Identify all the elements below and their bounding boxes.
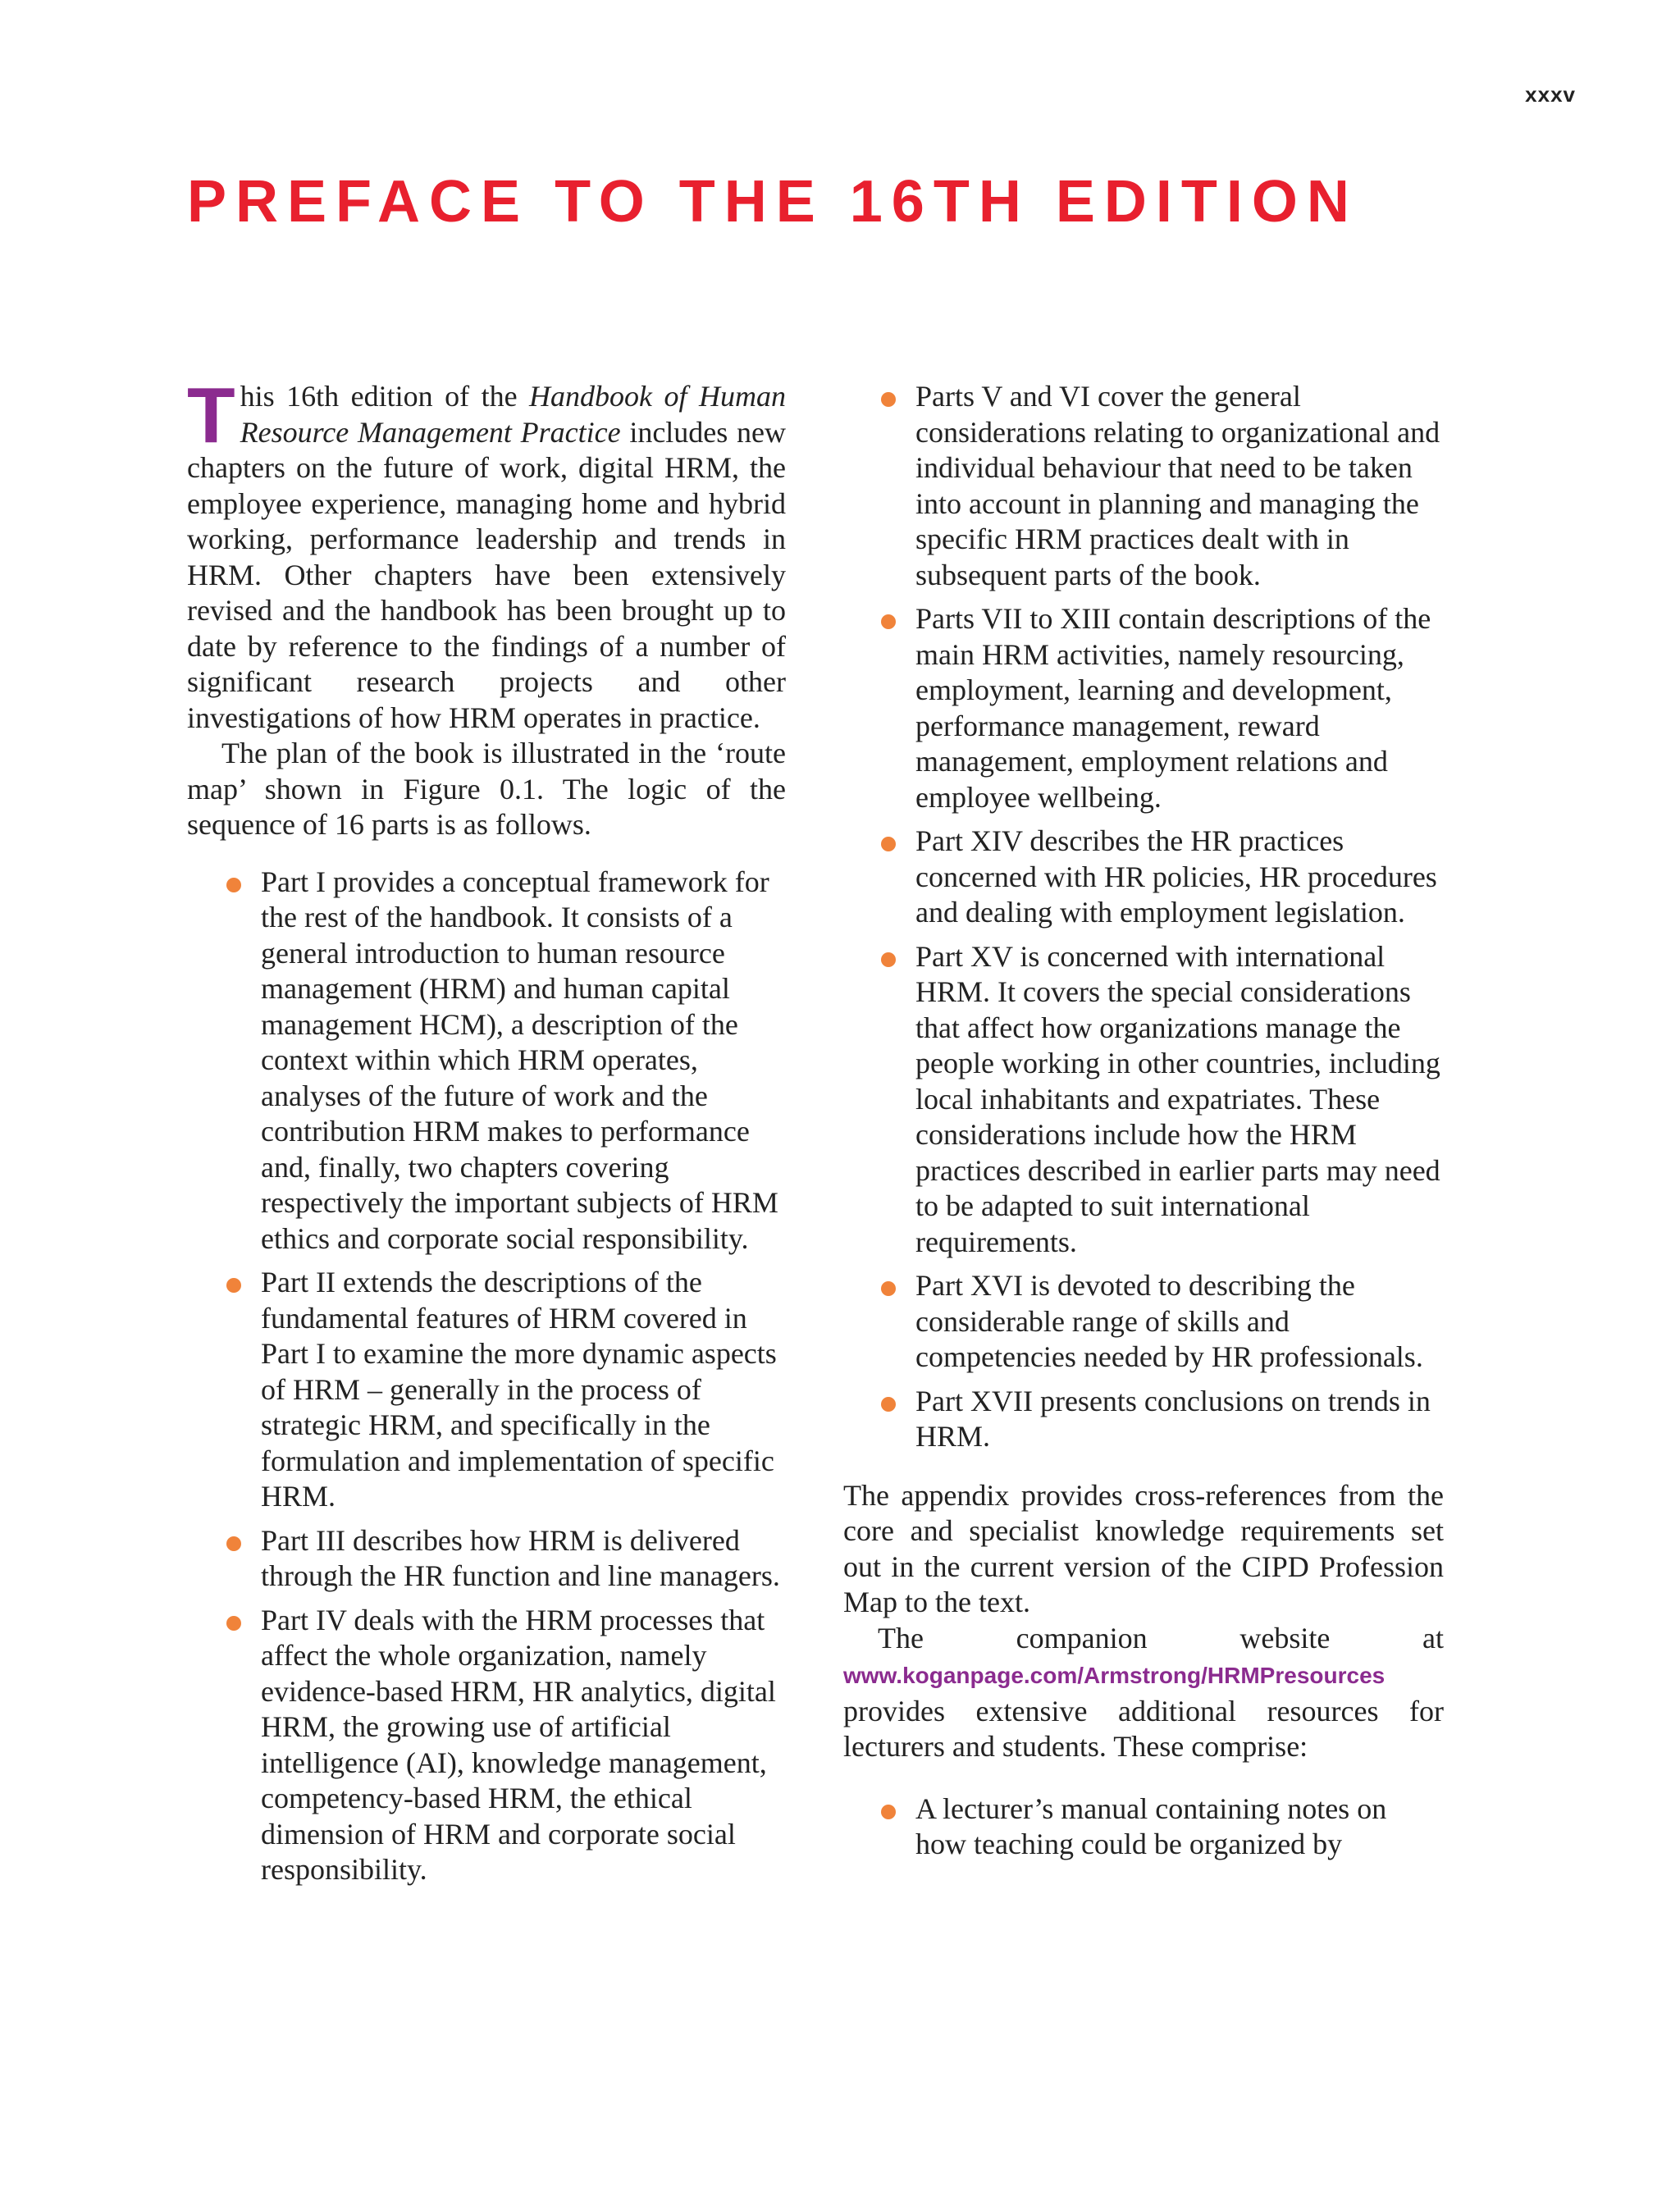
left-column	[187, 372, 786, 1896]
bullet-dot-icon	[881, 952, 896, 967]
drop-cap: T	[187, 372, 235, 459]
website-paragraph	[843, 1621, 1444, 1765]
page-title: PREFACE TO THE 16TH EDITION	[187, 169, 1358, 235]
bullet-dot-icon	[226, 1278, 241, 1293]
appendix-paragraph: The appendix provides cross-references from the core and specialist knowledge requirements set out in the current version of the CIPD Profession Map to the text.	[843, 1478, 1444, 1618]
right-column	[843, 379, 1444, 1871]
page-number: xxxv	[1525, 82, 1576, 107]
list-item-text: A lecturer’s manual containing notes on how teaching could be organized by	[915, 1791, 1387, 1860]
list-item	[843, 824, 1444, 931]
list-item	[843, 1384, 1444, 1455]
companion-website-link[interactable]: www.koganpage.com/Armstrong/HRMPresources	[843, 1663, 1386, 1688]
list-item-text: Parts VII to XIII contain descriptions of the main HRM activities, namely resourcing, employment, learning and development, performance management, reward management, employment relations and employee wellbeing.	[915, 602, 1431, 814]
bullet-dot-icon	[881, 614, 896, 629]
list-item-text: Part XVII presents conclusions on trends in HRM.	[915, 1384, 1431, 1453]
bullet-dot-icon	[226, 1616, 241, 1631]
parts-list-right	[843, 379, 1444, 1455]
bullet-dot-icon	[881, 1805, 896, 1819]
parts-list-left	[187, 865, 786, 1888]
list-item	[843, 601, 1444, 815]
list-item-text: Part II extends the descriptions of the fundamental features of HRM covered in Part I to examine the more dynamic aspects of HRM – generally in the process of strategic HRM, and specifically in the formulation and implementation of specific HRM.	[261, 1266, 777, 1513]
list-item-text: Part III describes how HRM is delivered through the HR function and line managers.	[261, 1523, 780, 1592]
bullet-dot-icon	[881, 837, 896, 851]
resources-list	[843, 1791, 1444, 1863]
list-item	[843, 939, 1444, 1261]
list-item	[843, 1791, 1444, 1863]
bullet-dot-icon	[881, 392, 896, 407]
list-item	[187, 1523, 786, 1595]
book-title-italic: Handbook of Human Resource Management Practice	[240, 380, 786, 449]
list-item-text: Part XIV describes the HR practices concerned with HR policies, HR procedures and dealing with employment legislation.	[915, 824, 1437, 929]
list-item	[843, 379, 1444, 593]
bullet-dot-icon	[226, 878, 241, 892]
intro-paragraph	[187, 372, 786, 736]
bullet-dot-icon	[881, 1397, 896, 1412]
intro-text-b: includes new chapters on the future of work, digital HRM, the employee experience, managing home and hybrid working, performance leadership and trends in HRM. Other chapters have been extensively revised and the handbook has been brought up to date by reference to the findings of a number of significant research projects and other investigations of how HRM operates in practice.	[187, 415, 786, 734]
website-text-a: The companion website at	[878, 1621, 1444, 1654]
list-item	[187, 1265, 786, 1515]
list-item-text: Part IV deals with the HRM processes that affect the whole organization, namely evidence-based HRM, HR analytics, digital HRM, the growing use of artificial intelligence (AI), knowledge management, competency-based HRM, the ethical dimension of HRM and corporate social responsibility.	[261, 1603, 776, 1886]
list-item	[187, 865, 786, 1257]
bullet-dot-icon	[226, 1536, 241, 1551]
bullet-dot-icon	[881, 1281, 896, 1296]
list-item	[187, 1603, 786, 1888]
intro-text-a: his 16th edition of the	[240, 380, 530, 413]
plan-paragraph: The plan of the book is illustrated in the ‘route map’ shown in Figure 0.1. The logic of the sequence of 16 parts is as follows.	[187, 737, 786, 841]
list-item-text: Part XV is concerned with international HRM. It covers the special considerations that affect how organizations manage the people working in other countries, including local inhabitants and expatriates. These considerations include how the HRM practices described in earlier parts may need to be adapted to suit international requirements.	[915, 939, 1440, 1258]
list-item-text: Part I provides a conceptual framework for the rest of the handbook. It consists of a general introduction to human resource management (HRM) and human capital management HCM), a description of the context within which HRM operates, analyses of the future of work and the contribution HRM makes to performance and, finally, two chapters covering respectively the important subjects of HRM ethics and corporate social responsibility.	[261, 865, 778, 1255]
list-item	[843, 1268, 1444, 1376]
website-text-b: provides extensive additional resources for lecturers and students. These comprise:	[843, 1694, 1444, 1763]
list-item-text: Part XVI is devoted to describing the considerable range of skills and competencies needed by HR professionals.	[915, 1269, 1423, 1373]
list-item-text: Parts V and VI cover the general considerations relating to organizational and individual behaviour that need to be taken into account in planning and managing the specific HRM practices dealt with in subsequent parts of the book.	[915, 380, 1440, 591]
